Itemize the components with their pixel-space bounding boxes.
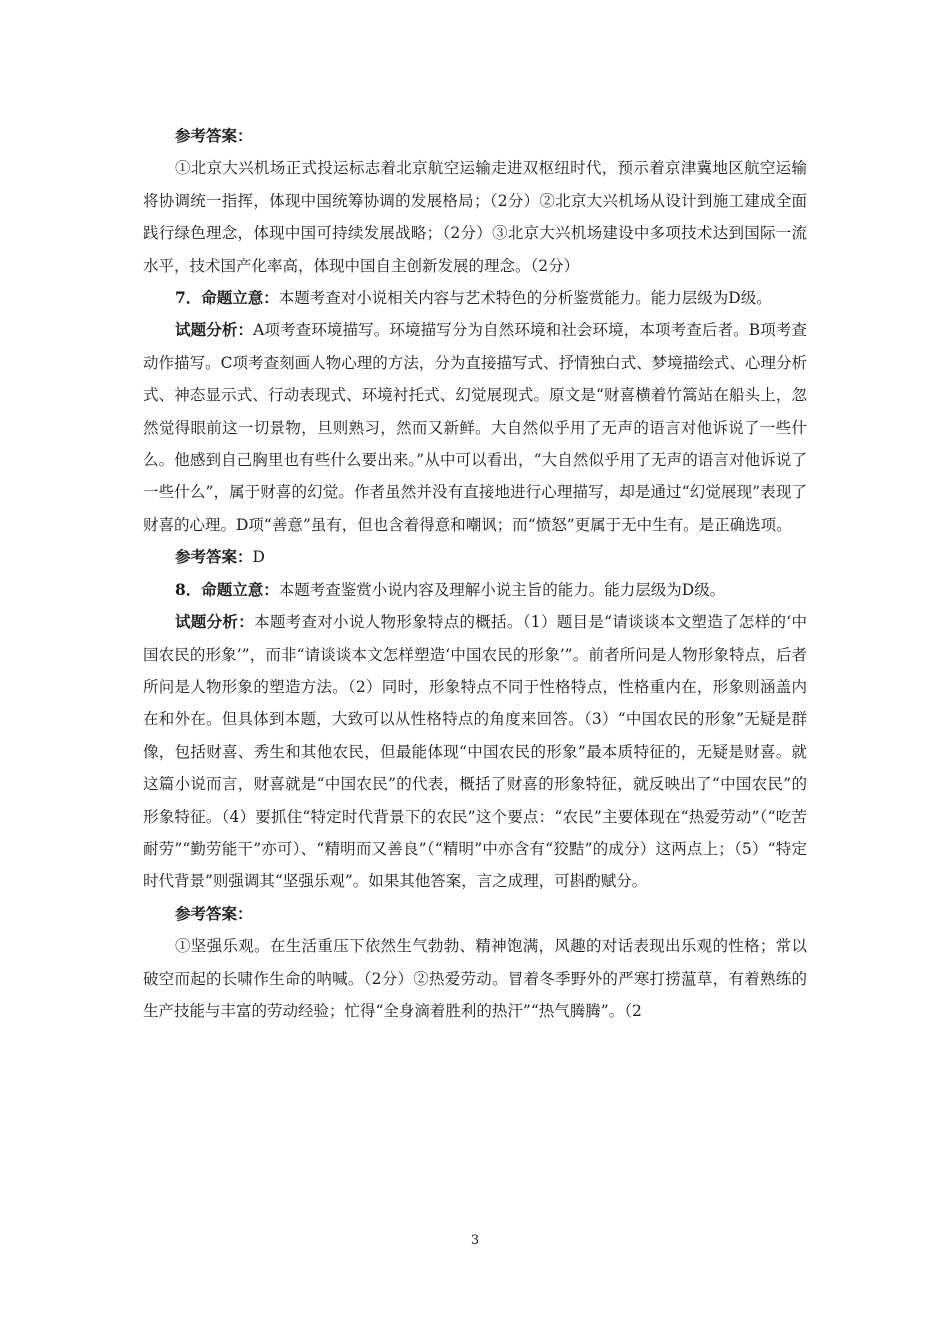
paragraph-q8-intent [143, 574, 807, 606]
paragraph-q8-answer-label [143, 898, 807, 930]
paragraph-text: 本题考查鉴赏小说内容及理解小说主旨的能力。能力层级为D级。 [278, 580, 726, 599]
paragraph-text: 本题考查对小说相关内容与艺术特色的分析鉴赏能力。能力层级为D级。 [278, 289, 772, 308]
page-number: 3 [470, 1233, 480, 1248]
paragraph-text: ①北京大兴机场正式投运标志着北京航空运输走进双枢纽时代，预示着京津冀地区航空运输将协调统一指挥，体现中国统筹协调的发展格局；（2分）②北京大兴机场从设计到施工建成全面践行绿色理念，体现中国可持续发展战略；（2分）③北京大兴机场建设中多项技术达到国际一流水平，技术国产化率高，体现中国自主创新发展的理念。（2分） [143, 159, 807, 275]
paragraph-q7-analysis [143, 314, 807, 541]
paragraph-label: 参考答案： [175, 903, 253, 923]
paragraph-label: 7．命题立意： [175, 288, 279, 308]
paragraph-label: 8．命题立意： [175, 579, 279, 599]
paragraph-label: 试题分析： [175, 612, 255, 632]
paragraph-label: 试题分析： [175, 320, 254, 340]
paragraph-q7-answer [143, 541, 807, 573]
paragraph-q7-intent [143, 282, 807, 314]
paragraph-answer-label [143, 120, 807, 152]
paragraph-answer-6 [143, 152, 807, 282]
paragraph-text: ①坚强乐观。在生活重压下依然生气勃勃、精神饱满，风趣的对话表现出乐观的性格；常以破空而起的长啸作生命的呐喊。（2分）②热爱劳动。冒着冬季野外的严寒打捞蕰草，有着熟练的生产技能与丰富的劳动经验；忙得“全身滴着胜利的热汗”“热气腾腾”。（2 [143, 937, 807, 1020]
page-content [143, 120, 807, 1027]
paragraph-label: 参考答案： [175, 126, 253, 145]
paragraph-text: A项考查环境描写。环境描写分为自然环境和社会环境，本项考查后者。B项考查动作描写。C项考查刻画人物心理的方法，分为直接描写式、抒情独白式、梦境描绘式、心理分析式、神态显示式、行动表现式、环境衬托式、幻觉展现式。原文是“财喜横着竹篙站在船头上，忽然觉得眼前这一切景物，旦则熟习，然而又新鲜。大自然似乎用了无声的语言对他诉说了一些什么。他感到自己胸里也有些什么要出来。”从中可以看出，“大自然似乎用了无声的语言对他诉说了一些什么”，属于财喜的幻觉。作者虽然并没有直接地进行心理描写，却是通过“幻觉展现”表现了财喜的心理。D项“善意”虽有，但也含着得意和嘲讽；而“愤怒”更属于无中生有。是正确选项。 [143, 321, 807, 534]
paragraph-text: 本题考查对小说人物形象特点的概括。（1）题目是“请谈谈本文塑造了怎样的‘中国农民的形象’”，而非“请谈谈本文怎样塑造‘中国农民的形象’”。前者所问是人物形象特点，后者所问是人物形象的塑造方法。（2）同时，形象特点不同于性格特点，性格重内在，形象则涵盖内在和外在。但具体到本题，大致可以从性格特点的角度来回答。（3）“中国农民的形象”无疑是群像，包括财喜、秀生和其他农民，但最能体现“中国农民的形象”最本质特征的，无疑是财喜。就这篇小说而言，财喜就是“中国农民”的代表，概括了财喜的形象特征，就反映出了“中国农民”的形象特征。（4）要抓住“特定时代背景下的农民”这个要点：“农民”主要体现在“热爱劳动”（“吃苦耐劳”“勤劳能干”亦可）、“精明而又善良”（“精明”中亦含有“狡黠”的成分）这两点上；（5）“特定时代背景”则强调其“坚强乐观”。如果其他答案，言之成理，可斟酌赋分。 [143, 613, 807, 891]
paragraph-label: 参考答案： [175, 547, 253, 567]
paragraph-q8-analysis [143, 606, 807, 898]
paragraph-text: D [252, 548, 265, 567]
paragraph-q8-answer [143, 930, 807, 1027]
